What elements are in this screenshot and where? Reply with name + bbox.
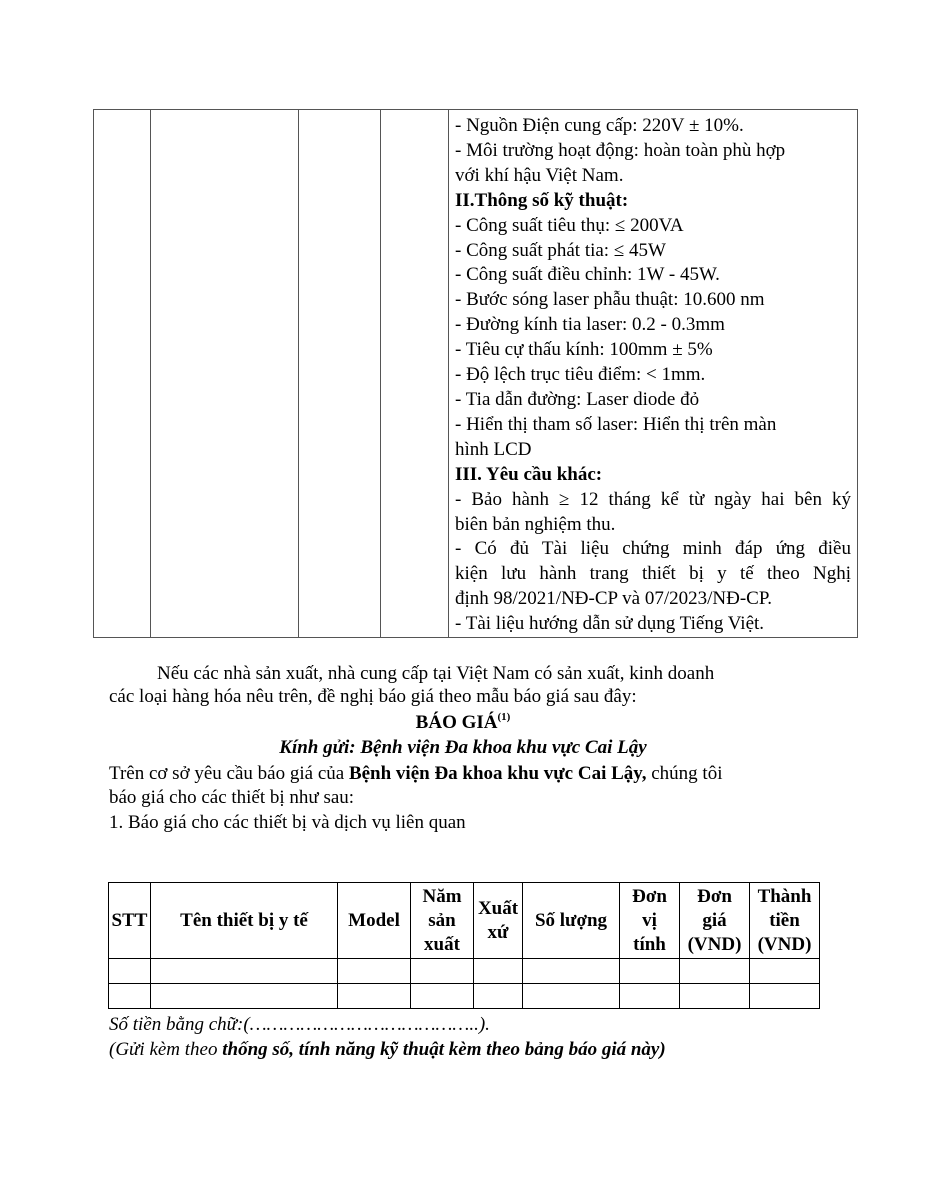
column-header-line: (VND): [687, 933, 742, 955]
quote-title-text: BÁO GIÁ: [415, 712, 498, 733]
quote-title-footnote: (1): [497, 711, 511, 723]
quotation-cell-unit-price: [680, 984, 750, 1009]
spec-cell-unit: [299, 110, 381, 638]
column-header-line: tính: [633, 933, 666, 955]
quotation-body: [109, 959, 820, 1009]
spec-line: III. Yêu cầu khác:: [455, 463, 603, 485]
column-header-line: (VND): [757, 933, 812, 955]
spec-line: - Công suất điều chỉnh: 1W - 45W.: [455, 264, 720, 286]
recipient-line: Kính gửi: Bệnh viện Đa khoa khu vực Cai Lậy: [279, 737, 647, 758]
quotation-header-row: [109, 883, 820, 959]
spec-cell-name: [151, 110, 299, 638]
column-header-model: [338, 883, 411, 959]
column-header-device-name: [151, 883, 338, 959]
column-header-quantity: [523, 883, 620, 959]
spec-line: - Tài liệu hướng dẫn sử dụng Tiếng Việt.: [455, 613, 765, 635]
quotation-cell-device-name: [151, 959, 338, 984]
amount-in-words: Số tiền bằng chữ:(…………………………………..).: [109, 1014, 490, 1035]
spec-cell-stt: [94, 110, 151, 638]
quotation-cell-unit: [620, 984, 680, 1009]
column-header-origin: [474, 883, 523, 959]
spec-line: - Bảo hành ≥ 12 tháng kể từ ngày hai bên ký: [455, 488, 851, 510]
quotation-cell-year: [411, 959, 474, 984]
attachment-note-prefix: (Gửi kèm theo: [109, 1039, 223, 1060]
quotation-cell-stt: [109, 984, 151, 1009]
spec-line: kiện lưu hành trang thiết bị y tế theo Nghị: [455, 563, 851, 585]
column-header-line: xuất: [424, 933, 460, 955]
quotation-cell-total: [750, 959, 820, 984]
quotation-row: [109, 959, 820, 984]
section-1-heading: 1. Báo giá cho các thiết bị và dịch vụ liên quan: [109, 812, 466, 833]
attachment-note: [109, 1038, 817, 1062]
quotation-cell-origin: [474, 984, 523, 1009]
basis-line-2: báo giá cho các thiết bị như sau:: [109, 787, 355, 808]
spec-line: - Độ lệch trục tiêu điểm: < 1mm.: [455, 364, 706, 386]
column-header-stt: [109, 883, 151, 959]
intro-line-1: Nếu các nhà sản xuất, nhà cung cấp tại Việt Nam có sản xuất, kinh doanh: [157, 663, 715, 684]
quotation-cell-origin: [474, 959, 523, 984]
specification-table: [93, 109, 858, 638]
spec-requirements-text: [449, 110, 857, 637]
spec-line: - Hiển thị tham số laser: Hiển thị trên màn: [455, 413, 777, 435]
quotation-cell-stt: [109, 959, 151, 984]
column-header-total: [750, 883, 820, 959]
spec-cell-quantity: [381, 110, 449, 638]
column-header-line: sản: [428, 909, 456, 931]
spec-line: - Tiêu cự thấu kính: 100mm ± 5%: [455, 339, 713, 361]
spec-line: - Môi trường hoạt động: hoàn toàn phù hợp: [455, 139, 786, 161]
quotation-cell-model: [338, 984, 411, 1009]
intro-paragraph: [109, 662, 817, 709]
quotation-row: [109, 984, 820, 1009]
column-header-year: [411, 883, 474, 959]
column-header-line: giá: [702, 909, 727, 931]
spec-line: - Có đủ Tài liệu chứng minh đáp ứng điều: [455, 538, 851, 560]
quotation-cell-quantity: [523, 984, 620, 1009]
column-header-line: Đơn: [697, 885, 732, 907]
spec-line: - Công suất phát tia: ≤ 45W: [455, 239, 666, 261]
quotation-cell-model: [338, 959, 411, 984]
column-header-line: vị: [642, 909, 657, 931]
spec-line: - Công suất tiêu thụ: ≤ 200VA: [455, 214, 684, 236]
column-header-line: Năm: [422, 885, 462, 907]
column-header-line: Xuất: [477, 897, 519, 919]
basis-suffix: chúng tôi: [646, 763, 723, 784]
basis-line-1: [109, 762, 817, 786]
column-header-unit: [620, 883, 680, 959]
column-header-line: STT: [111, 909, 148, 931]
column-header-line: Thành: [757, 885, 812, 907]
basis-paragraph: [109, 762, 817, 810]
spec-line: - Bước sóng laser phẫu thuật: 10.600 nm: [455, 289, 765, 311]
basis-prefix: Trên cơ sở yêu cầu báo giá của: [109, 763, 349, 784]
quotation-cell-total: [750, 984, 820, 1009]
quote-title: [109, 711, 817, 735]
spec-line: với khí hậu Việt Nam.: [455, 164, 624, 186]
quotation-cell-quantity: [523, 959, 620, 984]
spec-line: - Tia dẫn đường: Laser diode đỏ: [455, 388, 700, 410]
quotation-cell-year: [411, 984, 474, 1009]
intro-line-2: các loại hàng hóa nêu trên, đề nghị báo giá theo mẫu báo giá sau đây:: [109, 686, 637, 707]
quotation-table: [108, 882, 820, 1009]
quotation-cell-unit-price: [680, 959, 750, 984]
column-header-unit-price: [680, 883, 750, 959]
quotation-cell-device-name: [151, 984, 338, 1009]
spec-line: - Nguồn Điện cung cấp: 220V ± 10%.: [455, 115, 744, 136]
spec-cell-requirements: [449, 110, 858, 638]
spec-line: II.Thông số kỹ thuật:: [455, 189, 629, 211]
column-header-line: Tên thiết bị y tế: [180, 909, 308, 931]
column-header-line: Số lượng: [534, 909, 608, 931]
column-header-line: xứ: [487, 921, 509, 943]
spec-line: định 98/2021/NĐ-CP và 07/2023/NĐ-CP.: [455, 588, 773, 610]
spec-line: - Đường kính tia laser: 0.2 - 0.3mm: [455, 314, 725, 336]
column-header-line: Model: [348, 909, 400, 931]
column-header-line: Đơn: [632, 885, 667, 907]
basis-hospital: Bệnh viện Đa khoa khu vực Cai Lậy,: [348, 763, 647, 784]
attachment-note-emphasis: thống số, tính năng kỹ thuật kèm theo bảng báo giá này): [222, 1039, 666, 1060]
quotation-cell-unit: [620, 959, 680, 984]
spec-line: hình LCD: [455, 438, 532, 460]
spec-line: biên bản nghiệm thu.: [455, 513, 616, 535]
column-header-line: tiền: [769, 909, 800, 931]
